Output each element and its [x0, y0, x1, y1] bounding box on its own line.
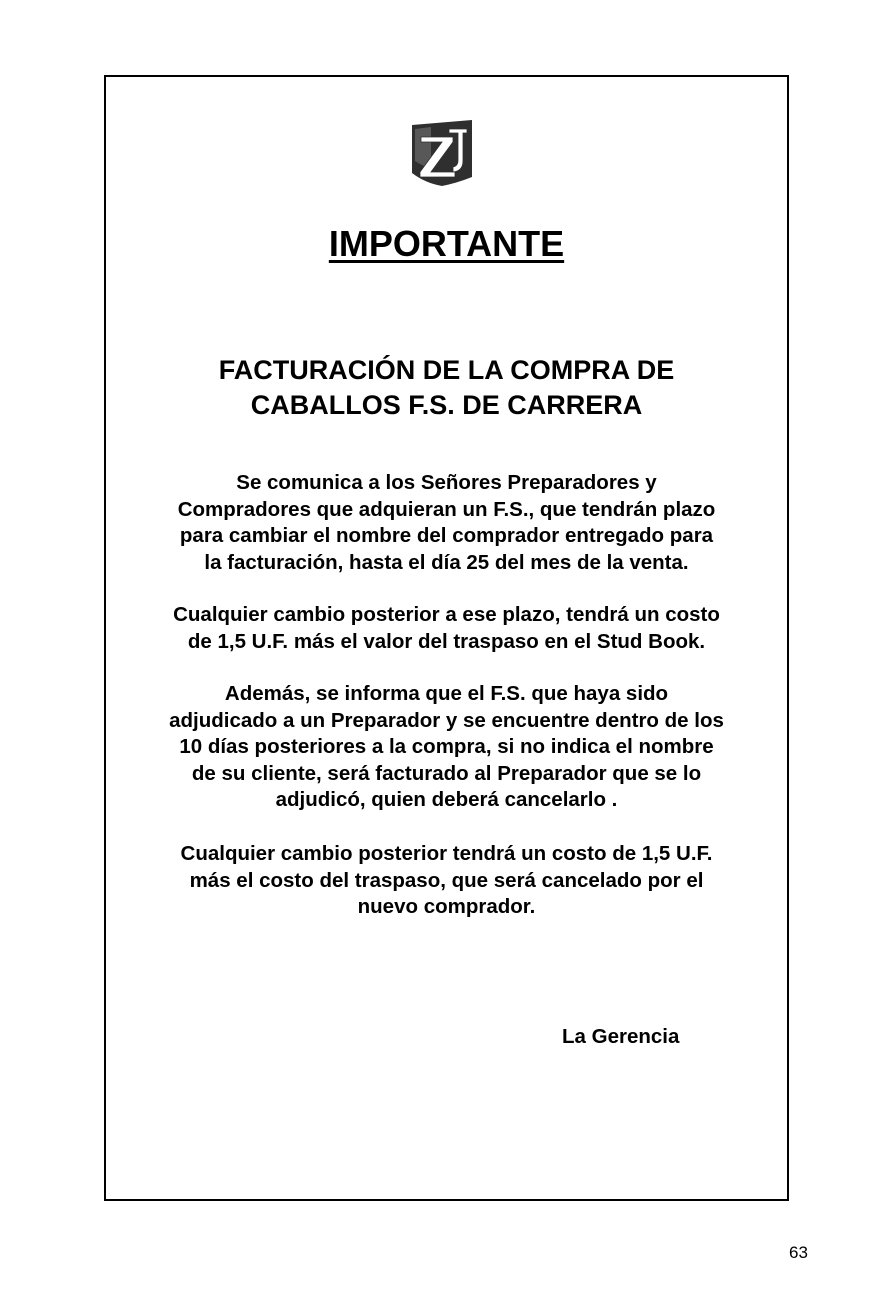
- paragraph-later-change-cost: [114, 841, 779, 921]
- paragraph-line: de su cliente, será facturado al Preparador que se lo: [191, 761, 702, 785]
- club-logo: [409, 117, 475, 187]
- paragraph-line: Se comunica a los Señores Preparadores y: [236, 471, 657, 494]
- subtitle-line: FACTURACIÓN DE LA COMPRA DE: [218, 355, 675, 385]
- paragraph-line: 10 días posteriores a la compra, si no indica el nombre: [179, 735, 714, 758]
- paragraph-trainer-billing: [114, 681, 779, 814]
- paragraph-change-cost: [114, 602, 779, 655]
- paragraph-line: para cambiar el nombre del comprador entregado para: [179, 524, 714, 547]
- signature: La Gerencia: [562, 1025, 680, 1048]
- paragraph-line: nuevo comprador.: [357, 895, 536, 918]
- page-number: 63: [789, 1243, 808, 1262]
- paragraph-line: Cualquier cambio posterior tendrá un costo de 1,5 U.F.: [180, 842, 713, 865]
- paragraph-line: adjudicado a un Preparador y se encuentre dentro de los: [169, 708, 724, 732]
- paragraph-invoicing-deadline: [114, 470, 779, 576]
- paragraph-line: Cualquier cambio posterior a ese plazo, tendrá un costo: [173, 603, 720, 626]
- paragraph-line: Compradores que adquieran un F.S., que tendrán plazo: [177, 497, 716, 521]
- paragraph-line: la facturación, hasta el día 25 del mes de la venta.: [204, 550, 689, 574]
- paragraph-line: Además, se informa que el F.S. que haya sido: [224, 682, 669, 705]
- subtitle-line: CABALLOS F.S. DE CARRERA: [250, 390, 643, 420]
- paragraph-line: más el costo del traspaso, que será cancelado por el: [189, 868, 704, 892]
- notice-title: IMPORTANTE: [328, 223, 565, 264]
- notice-subtitle: [104, 353, 789, 423]
- paragraph-line: adjudicó, quien deberá cancelarlo .: [275, 788, 618, 811]
- paragraph-line: de 1,5 U.F. más el valor del traspaso en el Stud Book.: [187, 629, 706, 653]
